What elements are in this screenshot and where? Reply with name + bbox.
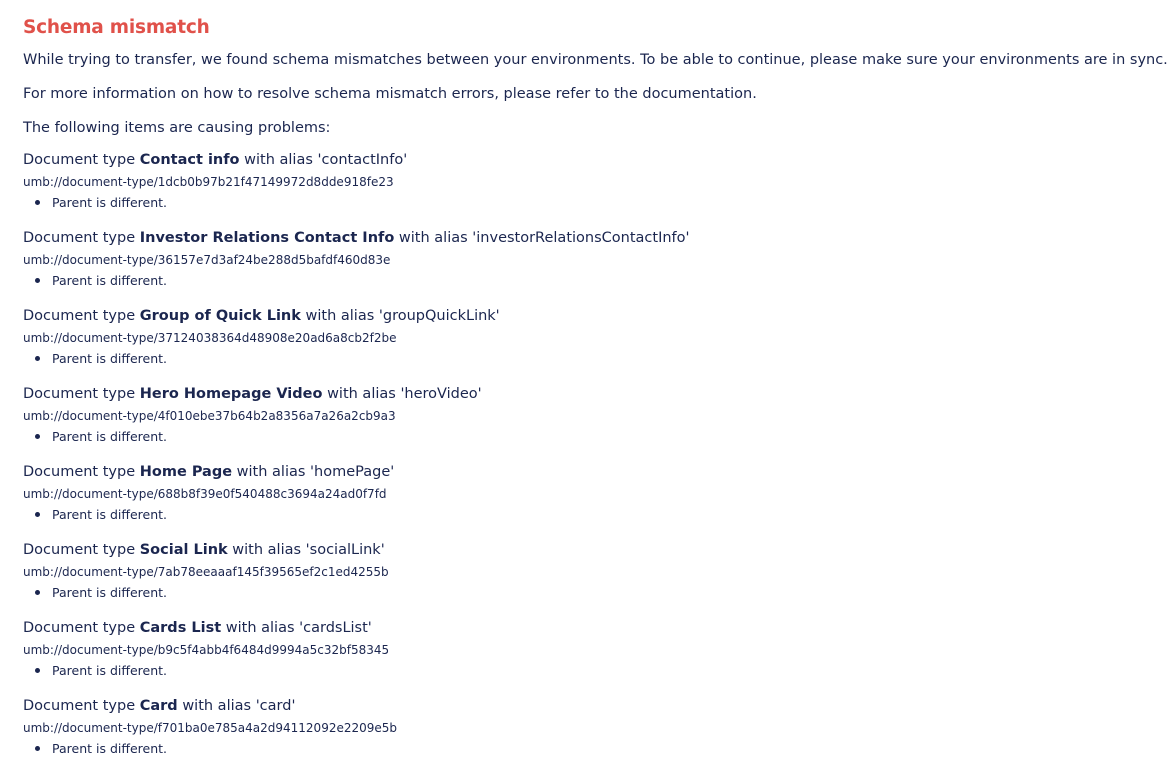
problem-item xyxy=(23,308,634,386)
bullet-icon xyxy=(35,278,40,283)
problem-heading: Document type Hero Homepage Video with alias 'heroVideo' xyxy=(23,386,482,402)
problem-heading: Document type Group of Quick Link with alias 'groupQuickLink' xyxy=(23,308,500,324)
document-type-udi: umb://document-type/7ab78eeaaaf145f39565ef2c1ed4255b xyxy=(23,565,389,579)
bullet-icon xyxy=(35,590,40,595)
bullet-icon xyxy=(35,668,40,673)
more-info-text: For more information on how to resolve schema mismatch errors, please refer to the documentation. xyxy=(23,86,757,102)
schema-mismatch-panel xyxy=(23,0,1168,772)
problem-heading: Document type Card with alias 'card' xyxy=(23,698,296,714)
document-type-alias: 'heroVideo' xyxy=(400,386,482,402)
intro-text: While trying to transfer, we found schema mismatches between your environments. To be able to continue, please make sure your environments are in sync. xyxy=(23,52,1168,68)
issue-bullet: Parent is different. xyxy=(35,585,167,600)
document-type-name: Contact info xyxy=(139,152,240,168)
bullet-icon xyxy=(35,434,40,439)
document-type-udi: umb://document-type/37124038364d48908e20ad6a8cb2f2be xyxy=(23,331,397,345)
document-type-udi: umb://document-type/1dcb0b97b21f47149972d8dde918fe23 xyxy=(23,175,394,189)
document-type-name: Social Link xyxy=(139,542,228,558)
document-type-udi: umb://document-type/f701ba0e785a4a2d94112092e2209e5b xyxy=(23,721,398,735)
document-type-alias: 'socialLink' xyxy=(305,542,385,558)
problem-item xyxy=(23,464,634,542)
bullet-icon xyxy=(35,746,40,751)
issue-bullet: Parent is different. xyxy=(35,663,167,678)
problem-item xyxy=(23,620,634,698)
problem-heading: Document type Cards List with alias 'cardsList' xyxy=(23,620,372,636)
document-type-name: Investor Relations Contact Info xyxy=(139,230,395,246)
document-type-name: Group of Quick Link xyxy=(139,308,301,324)
problem-item xyxy=(23,152,634,230)
document-type-alias: 'investorRelationsContactInfo' xyxy=(472,230,690,246)
document-type-name: Home Page xyxy=(139,464,233,480)
issue-bullet: Parent is different. xyxy=(35,507,167,522)
issue-bullet: Parent is different. xyxy=(35,741,167,756)
problem-item xyxy=(23,386,634,464)
document-type-udi: umb://document-type/36157e7d3af24be288d5bafdf460d83e xyxy=(23,253,391,267)
problem-item xyxy=(23,230,690,308)
problem-heading: Document type Home Page with alias 'homePage' xyxy=(23,464,395,480)
document-type-name: Cards List xyxy=(139,620,222,636)
issue-bullet: Parent is different. xyxy=(35,195,167,210)
problem-heading: Document type Contact info with alias 'contactInfo' xyxy=(23,152,408,168)
issue-bullet: Parent is different. xyxy=(35,429,167,444)
document-type-udi: umb://document-type/4f010ebe37b64b2a8356a7a26a2cb9a3 xyxy=(23,409,396,423)
bullet-icon xyxy=(35,356,40,361)
document-type-name: Hero Homepage Video xyxy=(139,386,323,402)
page-title: Schema mismatch xyxy=(23,17,210,38)
document-type-alias: 'card' xyxy=(255,698,296,714)
problem-heading: Document type Investor Relations Contact Info with alias 'investorRelationsContactInfo' xyxy=(23,230,690,246)
issue-bullet: Parent is different. xyxy=(35,273,167,288)
bullet-icon xyxy=(35,200,40,205)
bullet-icon xyxy=(35,512,40,517)
document-type-name: Card xyxy=(139,698,178,714)
document-type-alias: 'contactInfo' xyxy=(317,152,408,168)
problem-item xyxy=(23,698,634,776)
problem-list xyxy=(23,152,690,776)
document-type-udi: umb://document-type/688b8f39e0f540488c3694a24ad0f7fd xyxy=(23,487,387,501)
problem-item xyxy=(23,542,634,620)
problem-heading: Document type Social Link with alias 'socialLink' xyxy=(23,542,385,558)
issue-bullet: Parent is different. xyxy=(35,351,167,366)
problems-intro-text: The following items are causing problems: xyxy=(23,120,331,136)
document-type-alias: 'cardsList' xyxy=(299,620,372,636)
document-type-udi: umb://document-type/b9c5f4abb4f6484d9994a5c32bf58345 xyxy=(23,643,390,657)
document-type-alias: 'groupQuickLink' xyxy=(378,308,500,324)
document-type-alias: 'homePage' xyxy=(310,464,395,480)
